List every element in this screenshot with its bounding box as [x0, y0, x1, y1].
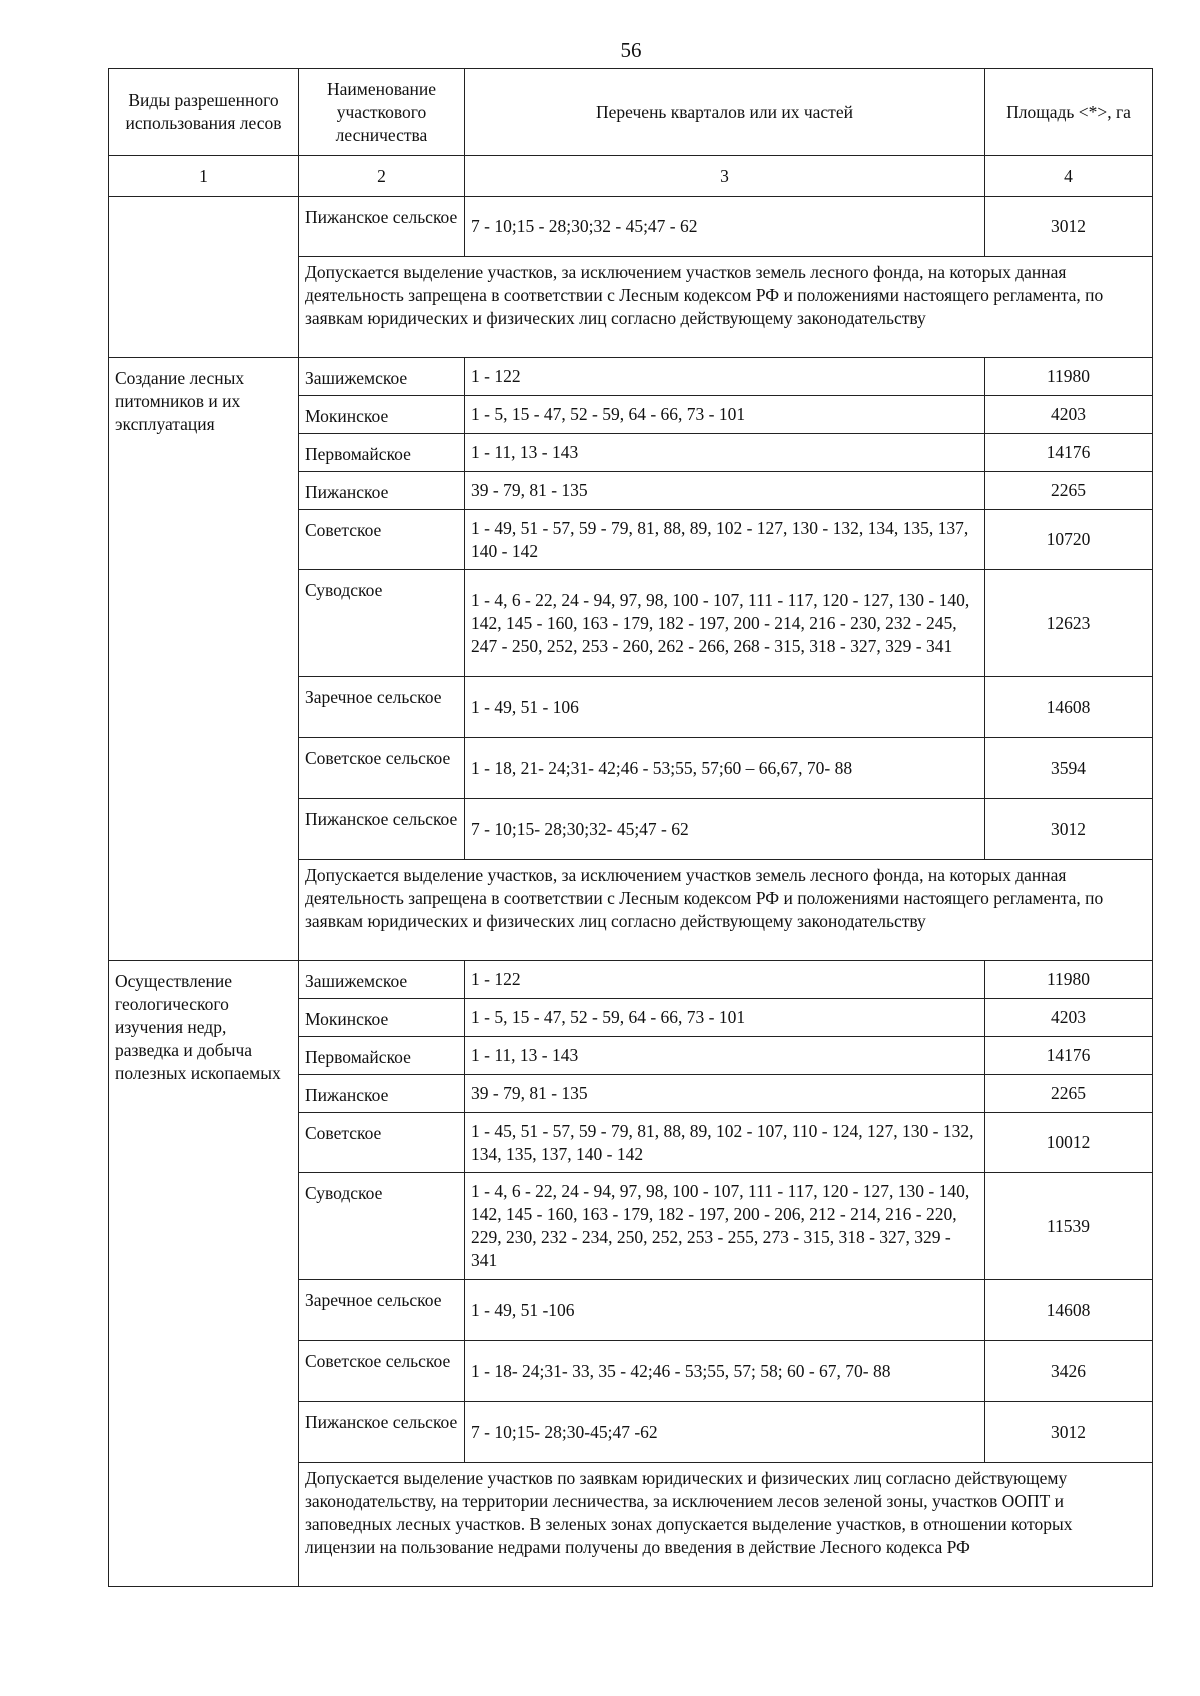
- quarters-cell: 1 - 49, 51 - 106: [465, 677, 985, 738]
- quarters-cell: 1 - 4, 6 - 22, 24 - 94, 97, 98, 100 - 107, 111 - 117, 120 - 127, 130 - 140, 142, 145 - 160, 163 - 179, 182 - 197, 200 - 214, 216 - 230, 232 - 245, 247 - 250, 252, 253 - 260, 262 - 266, 268 - 315, 318 - 327, 329 - 341: [465, 570, 985, 677]
- note-cell: Допускается выделение участков, за исключением участков земель лесного фонда, на которых данная деятельность запрещена в соответствии с Лесным кодексом РФ и положениями настоящего регламента, по заявкам юридических и физических лиц согласно действующему законодательству: [299, 257, 1153, 358]
- quarters-cell: 1 - 45, 51 - 57, 59 - 79, 81, 88, 89, 102 - 107, 110 - 124, 127, 130 - 132, 134, 135, 137, 140 - 142: [465, 1113, 985, 1173]
- quarters-cell: 7 - 10;15 - 28;30;32 - 45;47 - 62: [465, 197, 985, 257]
- area-cell: 12623: [985, 570, 1153, 677]
- area-cell: 10720: [985, 510, 1153, 570]
- column-number: 2: [299, 156, 465, 197]
- forestry-cell: Пижанское сельское: [299, 799, 465, 860]
- forestry-cell: Суводское: [299, 1173, 465, 1280]
- forestry-cell: Суводское: [299, 570, 465, 677]
- note-cell: Допускается выделение участков, за исключением участков земель лесного фонда, на которых данная деятельность запрещена в соответствии с Лесным кодексом РФ и положениями настоящего регламента, по заявкам юридических и физических лиц согласно действующему законодательству: [299, 860, 1153, 961]
- forestry-cell: Заречное сельское: [299, 1280, 465, 1341]
- area-cell: 4203: [985, 999, 1153, 1037]
- table-row: [109, 961, 1153, 999]
- column-number: 3: [465, 156, 985, 197]
- area-cell: 3012: [985, 1402, 1153, 1463]
- quarters-cell: 1 - 5, 15 - 47, 52 - 59, 64 - 66, 73 - 101: [465, 396, 985, 434]
- quarters-cell: 1 - 49, 51 -106: [465, 1280, 985, 1341]
- forestry-cell: Зашижемское: [299, 961, 465, 999]
- quarters-cell: 39 - 79, 81 - 135: [465, 1075, 985, 1113]
- area-cell: 2265: [985, 1075, 1153, 1113]
- quarters-cell: 1 - 11, 13 - 143: [465, 434, 985, 472]
- area-cell: 11539: [985, 1173, 1153, 1280]
- area-cell: 10012: [985, 1113, 1153, 1173]
- quarters-cell: 1 - 122: [465, 358, 985, 396]
- forestry-cell: Пижанское: [299, 1075, 465, 1113]
- header-use-type: Виды разрешенного использования лесов: [109, 69, 299, 156]
- quarters-cell: 1 - 49, 51 - 57, 59 - 79, 81, 88, 89, 102 - 127, 130 - 132, 134, 135, 137, 140 - 142: [465, 510, 985, 570]
- area-cell: 4203: [985, 396, 1153, 434]
- forestry-cell: Пижанское: [299, 472, 465, 510]
- column-number: 1: [109, 156, 299, 197]
- quarters-cell: 39 - 79, 81 - 135: [465, 472, 985, 510]
- area-cell: 14176: [985, 1037, 1153, 1075]
- use-type-cell: [109, 197, 299, 358]
- quarters-cell: 1 - 11, 13 - 143: [465, 1037, 985, 1075]
- area-cell: 3012: [985, 197, 1153, 257]
- forestry-cell: Пижанское сельское: [299, 1402, 465, 1463]
- area-cell: 14608: [985, 677, 1153, 738]
- quarters-cell: 1 - 5, 15 - 47, 52 - 59, 64 - 66, 73 - 101: [465, 999, 985, 1037]
- use-type-cell: Осуществление геологического изучения недр, разведка и добыча полезных ископаемых: [109, 961, 299, 1587]
- header-area: Площадь <*>, га: [985, 69, 1153, 156]
- forestry-cell: Советское сельское: [299, 738, 465, 799]
- forestry-cell: Первомайское: [299, 1037, 465, 1075]
- forestry-cell: Заречное сельское: [299, 677, 465, 738]
- quarters-cell: 1 - 122: [465, 961, 985, 999]
- forestry-cell: Пижанское сельское: [299, 197, 465, 257]
- area-cell: 14608: [985, 1280, 1153, 1341]
- quarters-cell: 7 - 10;15- 28;30;32- 45;47 - 62: [465, 799, 985, 860]
- forestry-cell: Первомайское: [299, 434, 465, 472]
- table-row: [109, 197, 1153, 257]
- forest-use-table: [108, 68, 1153, 1587]
- quarters-cell: 1 - 4, 6 - 22, 24 - 94, 97, 98, 100 - 107, 111 - 117, 120 - 127, 130 - 140, 142, 145 - 160, 163 - 179, 182 - 197, 200 - 206, 212 - 214, 216 - 220, 229, 230, 232 - 234, 250, 252, 253 - 255, 273 - 315, 318 - 327, 329 - 341: [465, 1173, 985, 1280]
- header-quarters: Перечень кварталов или их частей: [465, 69, 985, 156]
- table-row: [109, 358, 1153, 396]
- area-cell: 3012: [985, 799, 1153, 860]
- note-cell: Допускается выделение участков по заявкам юридических и физических лиц согласно действующему законодательству, на территории лесничества, за исключением лесов зеленой зоны, участков ООПТ и заповедных лесных участков. В зеленых зонах допускается выделение участков, в отношении которых лицензии на пользование недрами получены до введения в действие Лесного кодекса РФ: [299, 1463, 1153, 1587]
- header-row: [109, 69, 1153, 156]
- area-cell: 14176: [985, 434, 1153, 472]
- area-cell: 11980: [985, 358, 1153, 396]
- forestry-cell: Зашижемское: [299, 358, 465, 396]
- header-forestry: Наименование участкового лесничества: [299, 69, 465, 156]
- forestry-cell: Советское: [299, 510, 465, 570]
- area-cell: 2265: [985, 472, 1153, 510]
- quarters-cell: 1 - 18- 24;31- 33, 35 - 42;46 - 53;55, 57; 58; 60 - 67, 70- 88: [465, 1341, 985, 1402]
- area-cell: 3594: [985, 738, 1153, 799]
- page-number: 56: [620, 38, 642, 62]
- area-cell: 11980: [985, 961, 1153, 999]
- column-number: 4: [985, 156, 1153, 197]
- use-type-cell: Создание лесных питомников и их эксплуатация: [109, 358, 299, 961]
- column-number-row: [109, 156, 1153, 197]
- quarters-cell: 7 - 10;15- 28;30-45;47 -62: [465, 1402, 985, 1463]
- quarters-cell: 1 - 18, 21- 24;31- 42;46 - 53;55, 57;60 – 66,67, 70- 88: [465, 738, 985, 799]
- forestry-cell: Советское: [299, 1113, 465, 1173]
- forestry-cell: Советское сельское: [299, 1341, 465, 1402]
- forestry-cell: Мокинское: [299, 999, 465, 1037]
- forestry-cell: Мокинское: [299, 396, 465, 434]
- area-cell: 3426: [985, 1341, 1153, 1402]
